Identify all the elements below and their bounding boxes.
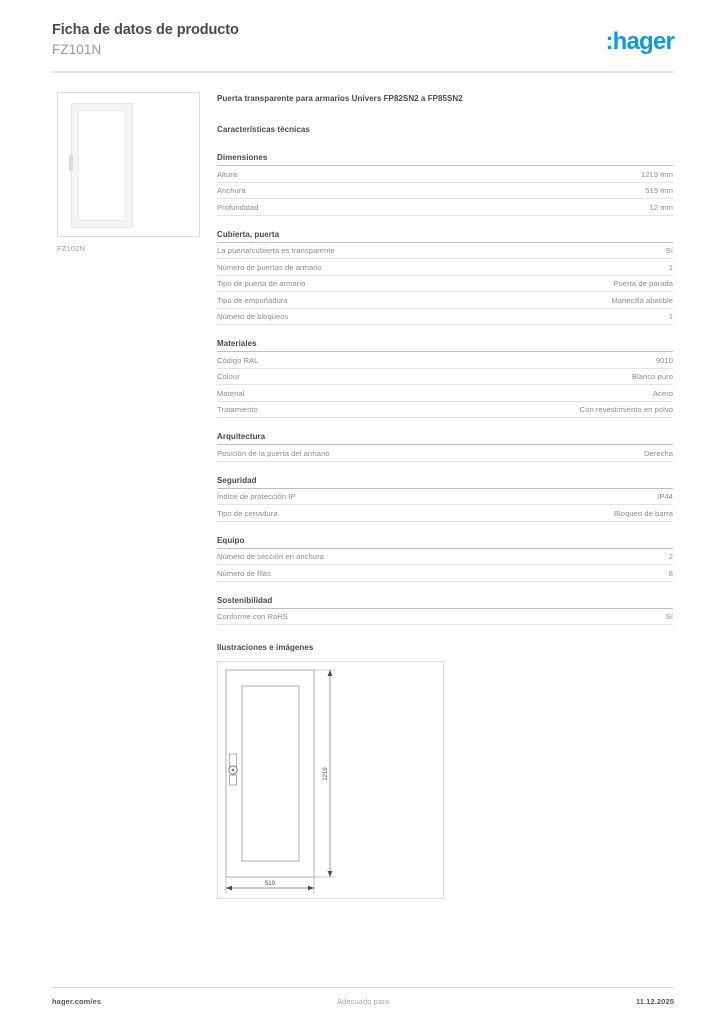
spec-section [217, 596, 673, 626]
spec-value: 519 mm [645, 186, 673, 195]
footer-date: 11.12.2025 [635, 997, 674, 1006]
spec-value: Derecha [643, 448, 673, 458]
spec-section-title: Sostenibilidad [217, 596, 673, 609]
technical-drawing-box [217, 661, 444, 899]
spec-label: Tipo de puerta de armario [217, 279, 306, 288]
spec-section [217, 432, 673, 462]
spec-row [217, 276, 673, 293]
spec-row [217, 309, 673, 326]
spec-label: Posición de la puerta del armario [217, 448, 330, 458]
spec-value: 12 mm [649, 202, 673, 212]
spec-section-title: Arquitectura [217, 432, 673, 445]
spec-label: Colour [217, 372, 240, 381]
spec-row [217, 549, 673, 566]
spec-label: Profundidad [217, 202, 259, 212]
technical-characteristics-heading: Características técnicas [217, 125, 310, 134]
spec-value: Sí [665, 612, 673, 621]
spec-row [217, 352, 673, 369]
door-glass-panel [78, 110, 126, 221]
spec-value: Puerta de parada [613, 279, 673, 288]
transparent-door-photo [71, 103, 133, 228]
spec-row [217, 183, 673, 200]
spec-value: IP44 [657, 492, 673, 501]
spec-label: Material [217, 388, 245, 398]
spec-sections [217, 153, 673, 625]
spec-label: Conforme con RoHS [217, 612, 288, 621]
spec-section-title: Seguridad [217, 476, 673, 489]
spec-label: Código RAL [217, 355, 259, 365]
spec-row [217, 445, 673, 462]
spec-section-title: Materiales [217, 339, 673, 352]
spec-section [217, 230, 673, 326]
spec-label: Índice de protección IP [217, 492, 296, 501]
page-header [52, 22, 674, 68]
spec-label: Número de filas [217, 568, 271, 578]
product-description: Puerta transparente para armarios Univers FP82SN2 a FP85SN2 [217, 94, 463, 103]
spec-value: Acero [652, 388, 673, 398]
product-image-box [57, 92, 200, 237]
spec-value: Con revestimiento en polvo [579, 405, 673, 414]
header-divider [52, 71, 674, 73]
spec-label: La puerta/cubierta es transparente [217, 246, 335, 255]
spec-value: Blanco puro [631, 372, 673, 381]
page-footer [52, 997, 674, 1011]
spec-label: Tratamiento [217, 405, 258, 414]
spec-row [217, 166, 673, 183]
width-dimension-label: 519 [264, 881, 276, 887]
spec-value: 9010 [655, 355, 673, 365]
spec-value: 1 [668, 262, 673, 272]
spec-section [217, 476, 673, 522]
spec-row [217, 385, 673, 402]
door-handle [69, 155, 73, 171]
spec-row [217, 292, 673, 309]
spec-row [217, 489, 673, 506]
spec-label: Altura [217, 169, 238, 179]
footer-website[interactable]: hager.com/es [52, 997, 102, 1006]
spec-row [217, 609, 673, 626]
spec-section-title: Dimensiones [217, 153, 673, 166]
height-dimension-label: 1219 [323, 767, 329, 781]
spec-row [217, 369, 673, 386]
spec-value: Bloqueo de barra [613, 508, 673, 518]
spec-value: 2 [668, 552, 673, 561]
spec-row [217, 243, 673, 260]
spec-row [217, 402, 673, 419]
main-content [217, 94, 673, 899]
title-block [52, 22, 239, 58]
illustrations-heading: Ilustraciones e imágenes [217, 643, 314, 652]
spec-section [217, 536, 673, 582]
spec-section-title: Cubierta, puerta [217, 230, 673, 243]
product-image-caption: FZ102N [57, 244, 86, 253]
spec-section [217, 153, 673, 216]
spec-value: Sí [665, 246, 673, 255]
spec-value: 1 [668, 312, 673, 321]
spec-section-title: Equipo [217, 536, 673, 549]
spec-row [217, 505, 673, 522]
page-title: Ficha de datos de producto [52, 22, 239, 38]
spec-row [217, 199, 673, 216]
spec-value: Manecilla abatible [611, 295, 673, 305]
spec-row [217, 259, 673, 276]
spec-label: Número de sección en anchura [217, 552, 324, 561]
hager-logo: :hager [605, 28, 674, 55]
spec-label: Número de puertas de armario [217, 262, 322, 272]
technical-drawing-svg [218, 662, 443, 898]
spec-label: Tipo de cerradura [217, 508, 278, 518]
footer-note: Adecuado para [336, 997, 390, 1006]
spec-value: 8 [668, 568, 673, 578]
product-reference: FZ101N [52, 42, 102, 57]
footer-divider [52, 987, 674, 988]
spec-label: Tipo de empuñadura [217, 295, 288, 305]
spec-row [217, 565, 673, 582]
spec-label: Número de bloqueos [217, 312, 289, 321]
spec-value: 1219 mm [640, 169, 673, 179]
spec-label: Anchura [217, 186, 246, 195]
spec-section [217, 339, 673, 418]
